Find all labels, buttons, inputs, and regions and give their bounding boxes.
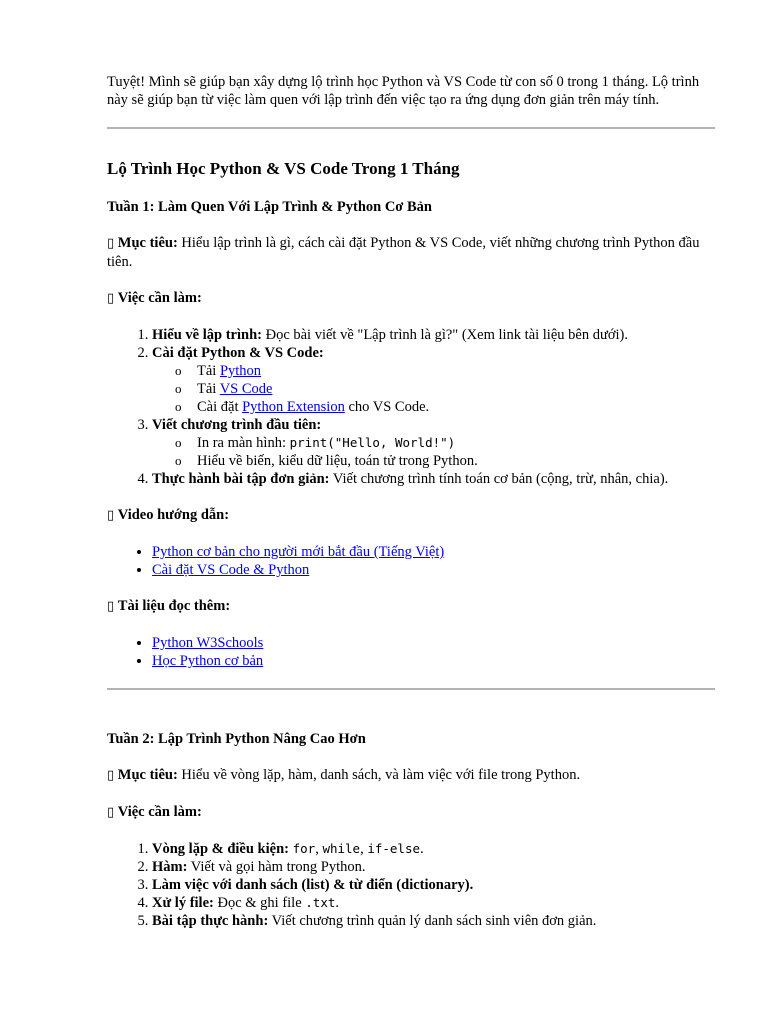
list-item [152,344,715,416]
week1-reading-label: Tài liệu đọc thêm: [117,598,231,614]
video-link-install-vscode[interactable]: Cài đặt VS Code & Python [152,562,310,578]
document-page [107,73,715,948]
list-item [152,561,715,579]
list-item: o Cài đặt Python Extension cho VS Code. [197,398,715,416]
reading-link-list [107,634,715,670]
list-item: o Hiểu về biến, kiểu dữ liệu, toán tử trong Python. [197,452,715,470]
video-link-list [107,543,715,579]
missing-glyph-icon: ▯ [107,768,115,783]
week2-goal [107,766,715,785]
week1-todo-label: Việc cần làm: [117,290,202,306]
list-item: o In ra màn hình: print("Hello, World!") [197,434,715,452]
list-item: 5. Bài tập thực hành: Viết chương trình quản lý danh sách sinh viên đơn giản. [152,912,715,930]
week1-task-list [107,326,715,488]
list-item: 4. Xử lý file: Đọc & ghi file .txt. [152,894,715,912]
first-program-sublist [152,434,715,470]
list-item [152,470,715,488]
list-item: 1. Vòng lặp & điều kiện: for, while, if-else. [152,840,715,858]
list-item [152,543,715,561]
python-extension-link[interactable]: Python Extension [242,399,345,415]
missing-glyph-icon: ▯ [107,236,115,251]
week1-goal [107,234,715,271]
main-title: Lộ Trình Học Python & VS Code Trong 1 Tháng [107,159,460,178]
list-item: o Tải VS Code [197,380,715,398]
reading-link-basics[interactable]: Học Python cơ bản [152,653,264,669]
list-item: 2. Hàm: Viết và gọi hàm trong Python. [152,858,715,876]
missing-glyph-icon: ▯ [107,291,115,306]
week2-goal-text: Hiểu về vòng lặp, hàm, danh sách, và làm việc với file trong Python. [177,767,581,783]
week1-goal-label: Mục tiêu: [117,235,178,251]
week1-reading-heading [107,597,715,616]
intro-paragraph: Tuyệt! Mình sẽ giúp bạn xây dựng lộ trình học Python và VS Code từ con số 0 trong 1 tháng. Lộ trình này sẽ giúp bạn từ việc làm quen với lập trình đến việc tạo ra ứng dụng đơn giản trên máy tính. [107,74,700,108]
task-label: Hiểu về lập trình: [152,327,262,343]
week2-task-list [107,840,715,930]
week1-video-label: Video hướng dẫn: [117,507,230,523]
install-sublist [152,362,715,416]
week1-goal-text: Hiểu lập trình là gì, cách cài đặt Python & VS Code, viết những chương trình Python đầu tiên. [107,235,700,270]
missing-glyph-icon: ▯ [107,599,115,614]
week1-video-heading [107,506,715,525]
code-snippet: print("Hello, World!") [289,435,456,450]
week2-heading: Tuần 2: Lập Trình Python Nâng Cao Hơn [107,731,366,747]
video-link-python-basics[interactable]: Python cơ bản cho người mới bắt đầu (Tiếng Việt) [152,544,445,560]
section-divider [107,127,715,129]
python-download-link[interactable]: Python [219,363,262,379]
week1-heading: Tuần 1: Làm Quen Với Lập Trình & Python Cơ Bản [107,199,432,215]
task-label: Thực hành bài tập đơn giản: [152,471,330,487]
vscode-download-link[interactable]: VS Code [219,381,273,397]
missing-glyph-icon: ▯ [107,805,115,820]
task-text: Đọc bài viết về "Lập trình là gì?" (Xem link tài liệu bên dưới). [261,327,628,343]
section-divider [107,688,715,690]
list-item [152,634,715,652]
week2-todo-label: Việc cần làm: [117,804,202,820]
list-item: 3. Làm việc với danh sách (list) & từ điển (dictionary). [152,876,715,894]
list-item: o Tải Python [197,362,715,380]
list-item [152,326,715,344]
list-item [152,416,715,470]
week1-todo-heading [107,289,715,308]
list-item [152,652,715,670]
reading-link-w3schools[interactable]: Python W3Schools [152,635,264,651]
task-label: Viết chương trình đầu tiên: [152,417,322,433]
missing-glyph-icon: ▯ [107,508,115,523]
week2-goal-label: Mục tiêu: [117,767,178,783]
task-text: Viết chương trình tính toán cơ bản (cộng, trừ, nhân, chia). [329,471,669,487]
task-label: Cài đặt Python & VS Code: [152,345,324,361]
week2-todo-heading [107,803,715,822]
